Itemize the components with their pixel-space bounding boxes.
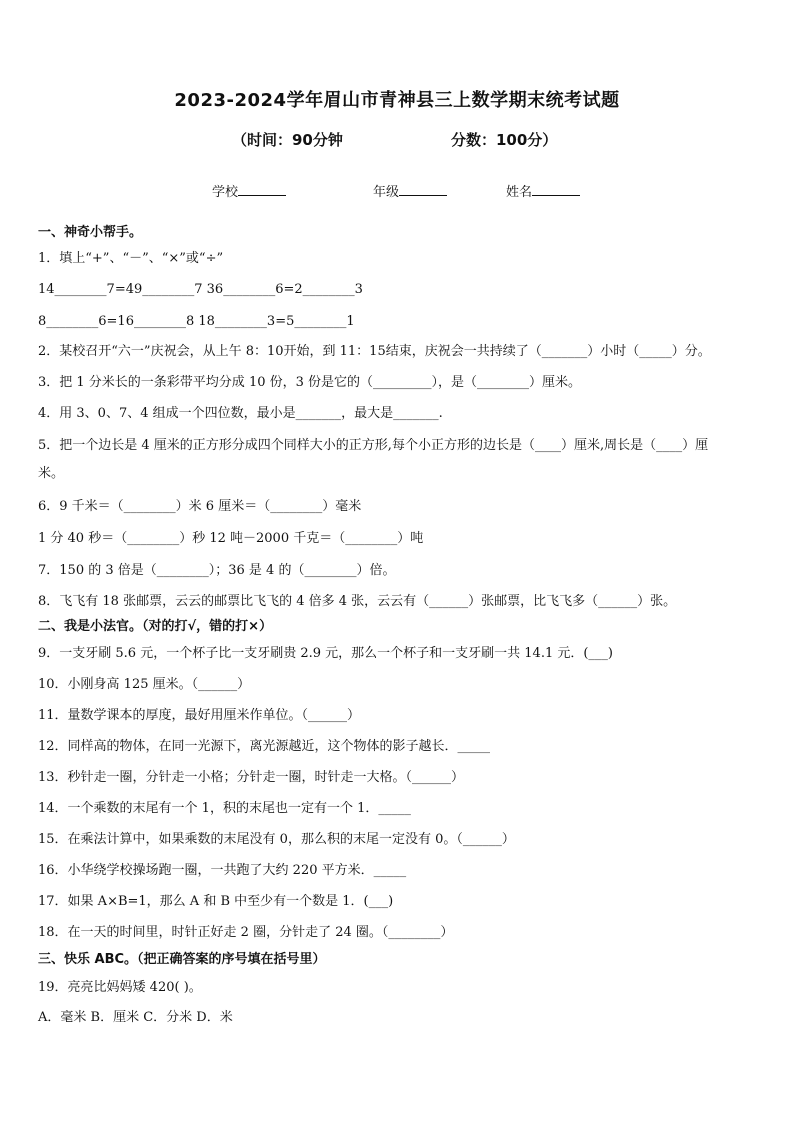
question-line: 8．飞飞有 18 张邮票，云云的邮票比飞飞的 4 倍多 4 张，云云有（______）张邮票，比飞飞多（______）张。 (38, 594, 677, 609)
name-blank[interactable] (532, 183, 580, 196)
question-line: 5．把一个边长是 4 厘米的正方形分成四个同样大小的正方形,每个小正方形的边长是（____）厘米,周长是（____）厘 (38, 438, 709, 453)
question-line: 19．亮亮比妈妈矮 420( )。 (38, 980, 202, 995)
question-line: 14________7=49________7 36________6=2________3 (38, 282, 363, 297)
exam-time: （时间：90分钟 (232, 131, 343, 149)
question-line: 17．如果 A×B=1，那么 A 和 B 中至少有一个数是 1．(___) (38, 894, 394, 909)
section-heading: 三、快乐 ABC。（把正确答案的序号填在括号里） (38, 952, 326, 967)
question-line: 米。 (38, 466, 65, 481)
school-field (212, 181, 286, 200)
question-line: 1 分 40 秒＝（________）秒 12 吨－2000 千克＝（________）吨 (38, 531, 424, 546)
grade-field (373, 181, 447, 200)
section-heading: 一、神奇小帮手。 (38, 225, 143, 240)
question-line: 9．一支牙刷 5.6 元，一个杯子比一支牙刷贵 2.9 元，那么一个杯子和一支牙刷一共 14.1 元．(___) (38, 646, 614, 661)
exam-score: 分数：100分） (451, 131, 558, 149)
question-line: 18．在一天的时间里，时针正好走 2 圈，分针走了 24 圈。（________） (38, 925, 454, 940)
school-blank[interactable] (238, 183, 286, 196)
question-line: A．毫米 B．厘米 C．分米 D．米 (38, 1010, 233, 1025)
question-line: 13．秒针走一圈，分针走一小格；分针走一圈，时针走一大格。（______） (38, 770, 465, 785)
name-field (506, 181, 580, 200)
grade-blank[interactable] (399, 183, 447, 196)
question-line: 4．用 3、0、7、4 组成一个四位数，最小是_______，最大是_______. (38, 406, 443, 421)
question-line: 16．小华绕学校操场跑一圈，一共跑了大约 220 平方米．_____ (38, 863, 407, 878)
question-line: 10．小刚身高 125 厘米。（______） (38, 677, 251, 692)
section-heading: 二、我是小法官。（对的打√，错的打×） (38, 619, 273, 634)
question-line: 14．一个乘数的末尾有一个 1，积的末尾也一定有一个 1．_____ (38, 801, 411, 816)
school-label: 学校 (212, 185, 239, 200)
question-line: 15．在乘法计算中，如果乘数的末尾没有 0，那么积的末尾一定没有 0。（______） (38, 832, 515, 847)
question-line: 6．9 千米＝（________）米 6 厘米＝（________）毫米 (38, 499, 362, 514)
question-line: 8________6=16________8 18________3=5________1 (38, 314, 355, 329)
grade-label: 年级 (373, 185, 400, 200)
name-label: 姓名 (506, 185, 533, 200)
question-line: 3．把 1 分米长的一条彩带平均分成 10 份，3 份是它的（_________），是（________）厘米。 (38, 375, 582, 390)
question-line: 12．同样高的物体，在同一光源下，离光源越近，这个物体的影子越长．_____ (38, 739, 491, 754)
question-line: 7．150 的 3 倍是（________）；36 是 4 的（________）倍。 (38, 563, 396, 578)
question-line: 2．某校召开“六一”庆祝会，从上午 8：10开始，到 11：15结束，庆祝会一共持续了（_______）小时（_____）分。 (38, 344, 711, 359)
question-line: 11．量数学课本的厚度，最好用厘米作单位。（______） (38, 708, 361, 723)
question-line: 1．填上“+”、“－”、“×”或“÷” (38, 251, 224, 266)
page-title: 2023-2024学年眉山市青神县三上数学期末统考试题 (174, 90, 620, 111)
